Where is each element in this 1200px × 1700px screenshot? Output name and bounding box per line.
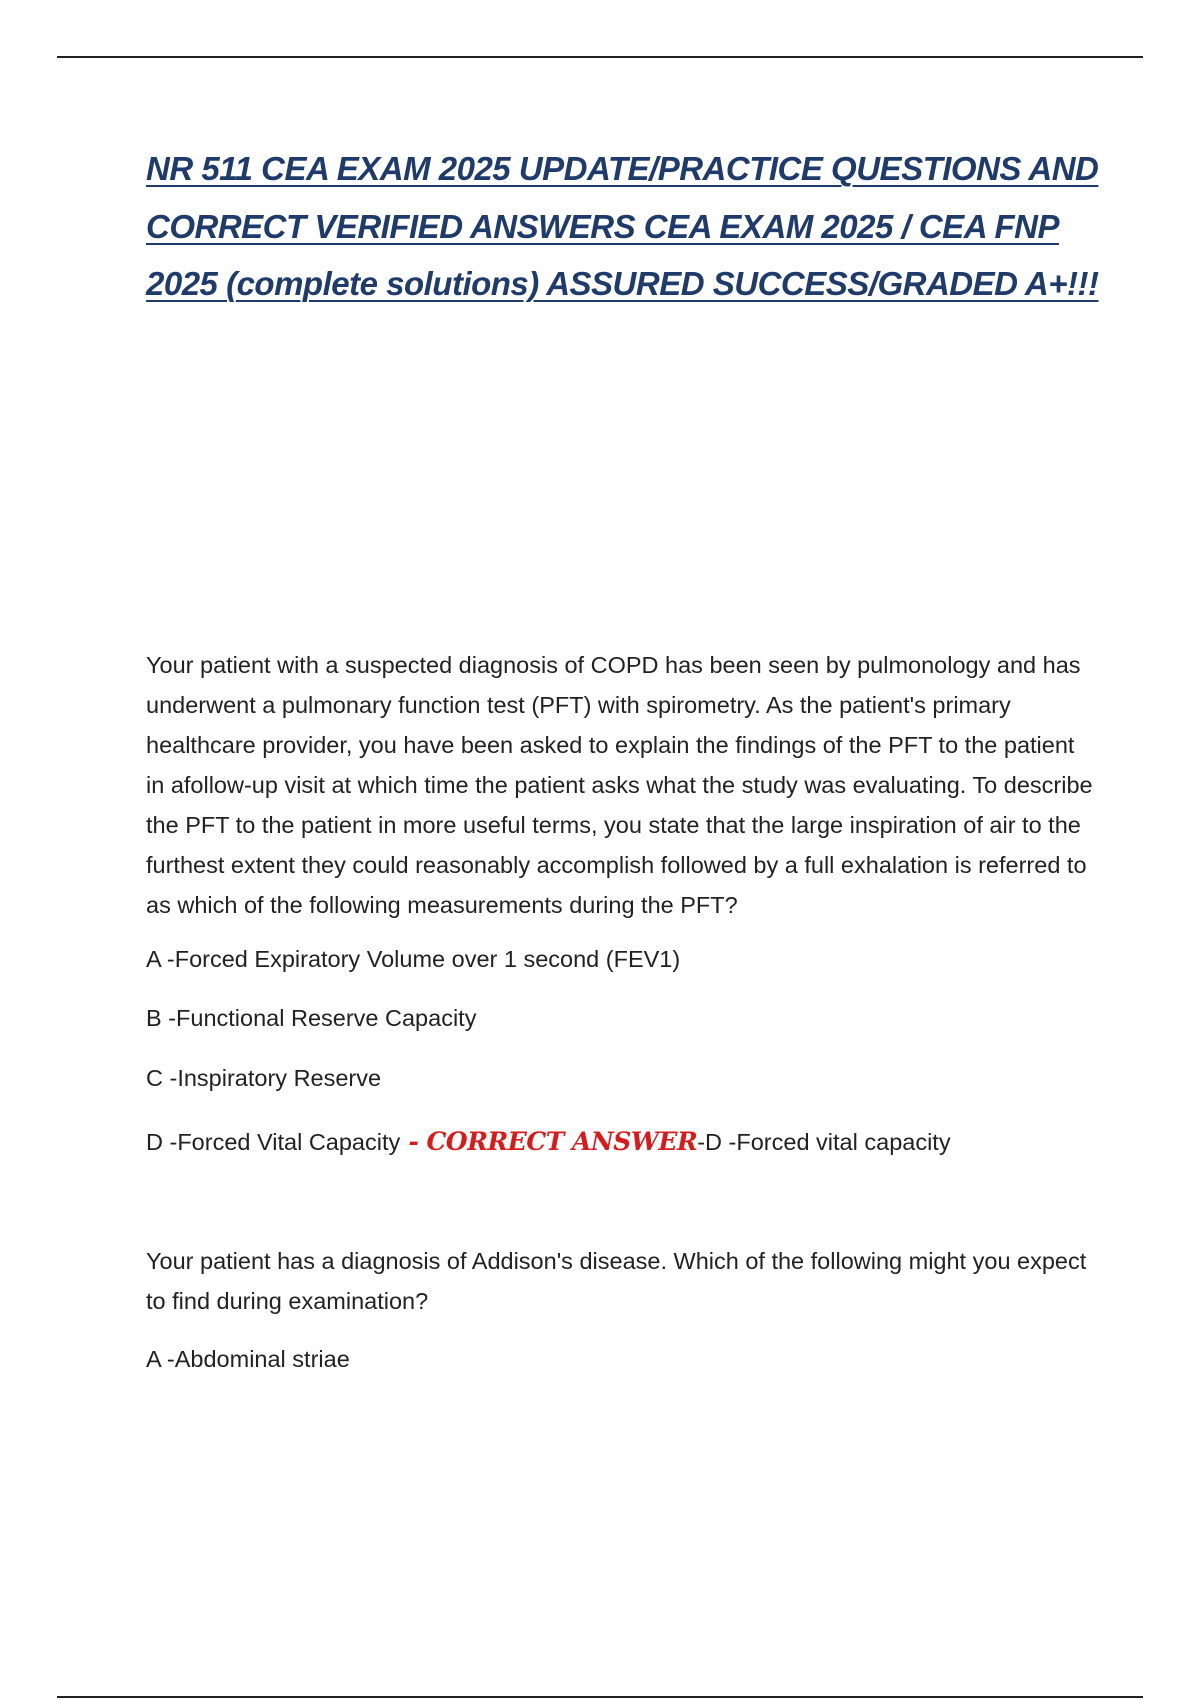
question-1-option-b: B -Functional Reserve Capacity xyxy=(146,1005,477,1031)
question-2-text: Your patient has a diagnosis of Addison's disease. Which of the following might you expect to find during examination? xyxy=(146,1248,1087,1314)
document-body xyxy=(146,645,1096,1379)
bottom-rule xyxy=(57,1696,1143,1698)
document-title: NR 511 CEA EXAM 2025 UPDATE/PRACTICE QUESTIONS AND CORRECT VERIFIED ANSWERS CEA EXAM 2025 / CEA FNP 2025 (complete solutions) ASSURED SUCCESS/GRADED A+!!! xyxy=(146,150,1099,302)
correct-answer-label: - CORRECT ANSWER xyxy=(400,1127,698,1156)
question-1-answer: -D -Forced vital capacity xyxy=(697,1129,951,1155)
question-1-option-a: A -Forced Expiratory Volume over 1 second (FEV1) xyxy=(146,946,681,972)
top-rule xyxy=(57,56,1143,58)
question-1-option-d-label: D -Forced Vital Capacity xyxy=(146,1129,401,1155)
question-2-option-a: A -Abdominal striae xyxy=(146,1346,350,1372)
question-1-option-d xyxy=(146,1122,1096,1162)
question-1-text: Your patient with a suspected diagnosis of COPD has been seen by pulmonology and has underwent a pulmonary function test (PFT) with spirometry. As the patient's primary healthcare provider, you have been asked to explain the findings of the PFT to the patient in afollow-up visit at which time the patient asks what the study was evaluating. To describe the PFT to the patient in more useful terms, you state that the large inspiration of air to the furthest extent they could reasonably accomplish followed by a full exhalation is referred to as which of the following measurements during the PFT? xyxy=(146,652,1093,918)
question-1-option-c: C -Inspiratory Reserve xyxy=(146,1065,382,1091)
